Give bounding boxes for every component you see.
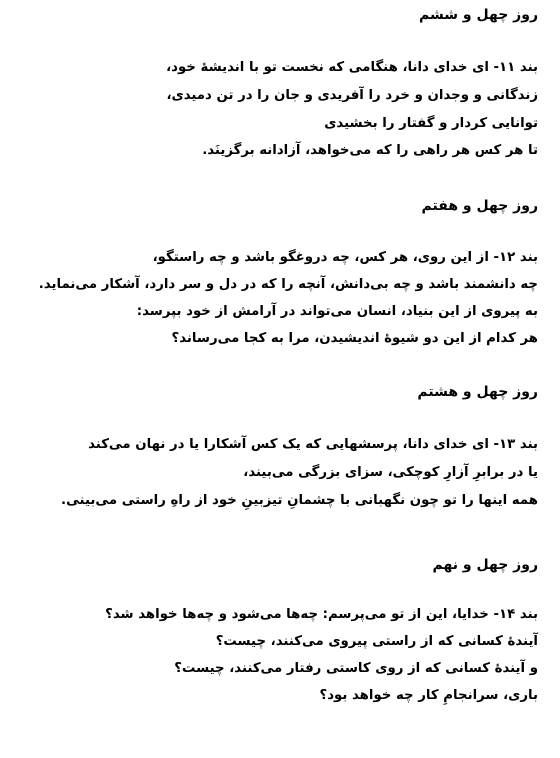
text-line: و آیندهٔ کسانی که از روی کاستی رفتار می‌کنند، چیست؟ (174, 661, 538, 676)
text-line: آیندهٔ کسانی که از راستی پیروی می‌کنند، چیست؟ (215, 634, 538, 649)
text-line: چه دانشمند باشد و چه بی‌دانش، آنچه را که در دل و سر دارد، آشکار می‌نماید. (38, 277, 538, 292)
text-line: زندگانی و وجدان و خرد را آفریدی و جان را در تن دمیدی، (166, 88, 538, 103)
text-line: بند ۱۲- از این روی، هر کس، چه دروغگو باشد و چه راستگو، (152, 250, 538, 265)
section-heading: روز چهل و ششم (419, 7, 538, 23)
text-line: همه اینها را تو چون نگهبانی با چشمانِ تیزبینِ خود از راهِ راستی می‌بینی. (61, 493, 538, 508)
text-line: توانایی کردار و گفتار را بخشیدی (324, 116, 538, 131)
text-line: بند ۱۳- ای خدای دانا، پرسشهایی که یک کس آشکارا یا در نهان می‌کند (88, 437, 538, 452)
text-line: بند ۱۴- خدایا، این از تو می‌پرسم: چه‌ها می‌شود و چه‌ها خواهد شد؟ (105, 607, 538, 622)
text-line: هر کدام از این دو شیوهٔ اندیشیدن، مرا به کجا می‌رساند؟ (171, 331, 538, 346)
text-line: به پیروی از این بنیاد، انسان می‌تواند در آرامش از خود بپرسد: (136, 304, 538, 319)
text-line: تا هر کس هر راهی را که می‌خواهد، آزادانه برگزینَد. (202, 143, 538, 158)
section-heading: روز چهل و نهم (432, 557, 538, 573)
text-line: یا در برابرِ آزارِ کوچکی، سزای بزرگی می‌بیند، (243, 465, 538, 480)
text-line: بند ۱۱- ای خدای دانا، هنگامی که نخست تو با اندیشهٔ خود، (166, 60, 538, 75)
section-heading: روز چهل و هشتم (417, 384, 538, 400)
text-line: باری، سرانجامِ کار چه خواهد بود؟ (319, 688, 538, 703)
section-heading: روز چهل و هفتم (421, 198, 538, 214)
